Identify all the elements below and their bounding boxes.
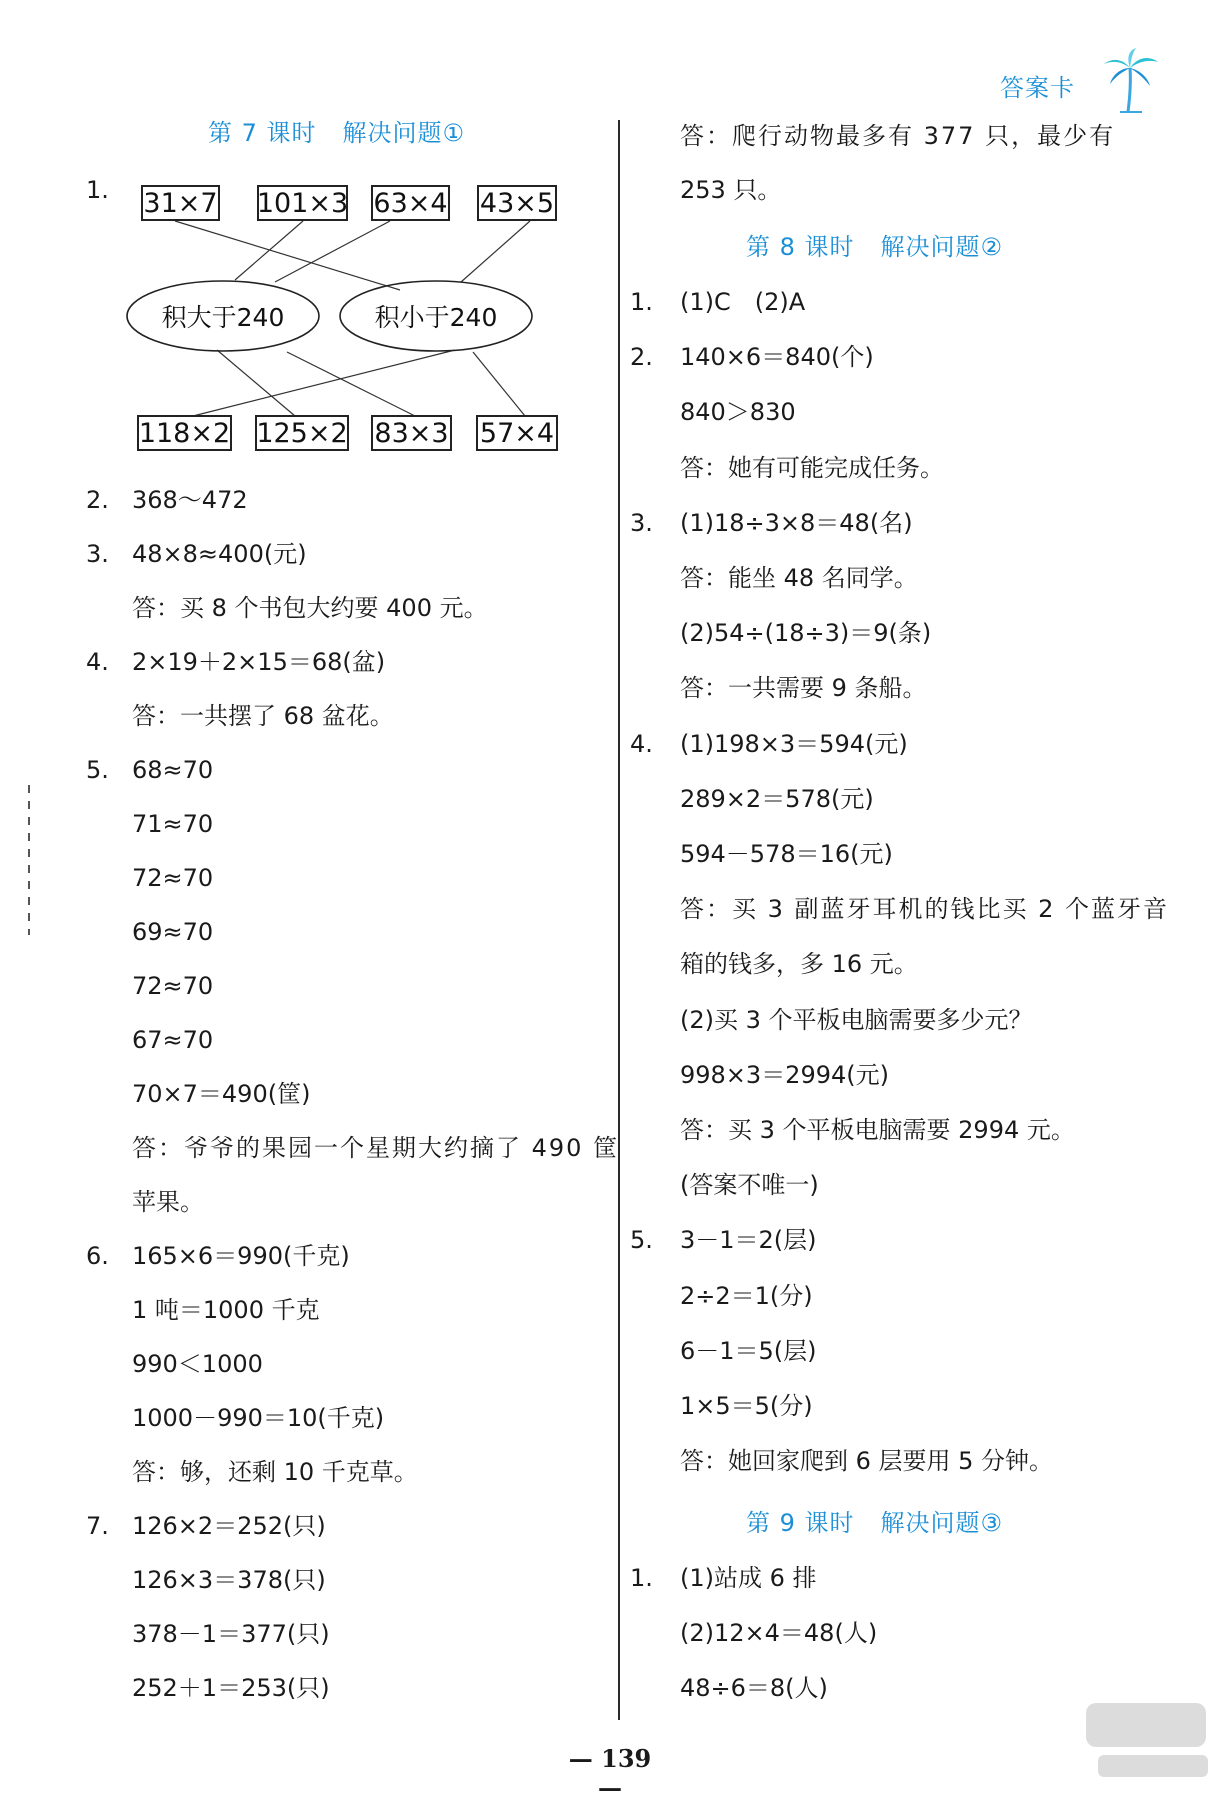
answer-line: 6－1＝5(层) bbox=[680, 1336, 817, 1365]
answer-line: (2)买 3 个平板电脑需要多少元？ bbox=[680, 1005, 1033, 1034]
column-divider bbox=[618, 120, 620, 1720]
lesson-9-title: 第 9 课时 bbox=[746, 1509, 855, 1537]
answer-line: 答：她有可能完成任务。 bbox=[680, 453, 944, 482]
answer-line: 答：能坐 48 名同学。 bbox=[680, 564, 918, 592]
answer-line: 答：爷爷的果园一个星期大约摘了 490 筐 bbox=[132, 1134, 620, 1162]
answer-line: 答：一共摆了 68 盆花。 bbox=[132, 702, 394, 730]
item-number: 6. bbox=[86, 1242, 109, 1270]
answer-line: 72≈70 bbox=[132, 972, 214, 1000]
answer-line: 2÷2＝1(分) bbox=[680, 1281, 813, 1310]
answer-line: (1)198×3＝594(元) bbox=[680, 729, 908, 758]
answer-line: 48÷6＝8(人) bbox=[680, 1674, 828, 1702]
item-number: 1. bbox=[630, 1564, 653, 1592]
lesson-7-title: 第 7 课时 bbox=[208, 119, 317, 147]
item-number: 3. bbox=[630, 508, 653, 537]
answer-line: 答：一共需要 9 条船。 bbox=[680, 674, 927, 703]
top-boxes bbox=[142, 186, 556, 220]
lesson-8-heading bbox=[746, 232, 1003, 262]
bottom-box-label: 125×2 bbox=[256, 418, 348, 449]
lesson-7-heading bbox=[208, 118, 465, 148]
item-number: 2. bbox=[630, 343, 653, 372]
answer-line: 答：爬行动物最多有 377 只，最少有 bbox=[680, 122, 1116, 150]
lesson-9-subtitle: 解决问题③ bbox=[880, 1509, 1004, 1537]
watermark-logo bbox=[1080, 1685, 1220, 1785]
item-number: 5. bbox=[630, 1226, 653, 1255]
item-number: 7. bbox=[86, 1512, 109, 1540]
item-number: 3. bbox=[86, 540, 109, 568]
top-box-label: 43×5 bbox=[479, 188, 555, 219]
answer-line: 答：她回家爬到 6 层要用 5 分钟。 bbox=[680, 1447, 1054, 1476]
answer-line: 252＋1＝253(只) bbox=[132, 1674, 330, 1702]
answer-line: (1)18÷3×8＝48(名) bbox=[680, 508, 913, 537]
item-number: 5. bbox=[86, 756, 109, 784]
lesson-8-subtitle: 解决问题② bbox=[880, 233, 1004, 261]
answer-line: 72≈70 bbox=[132, 864, 214, 892]
oval-less-label: 积小于240 bbox=[374, 303, 498, 332]
answer-line: 69≈70 bbox=[132, 918, 214, 946]
answer-line: 253 只。 bbox=[680, 176, 782, 204]
answer-line: 594－578＝16(元) bbox=[680, 840, 893, 868]
answer-line: 苹果。 bbox=[132, 1188, 204, 1216]
answer-line: 3－1＝2(层) bbox=[680, 1226, 817, 1255]
answer-line: 答：够，还剩 10 千克草。 bbox=[132, 1458, 418, 1486]
answer-line: 2×19＋2×15＝68(盆) bbox=[132, 648, 386, 676]
answer-line: 1×5＝5(分) bbox=[680, 1392, 813, 1420]
answer-line: 1000－990＝10(千克) bbox=[132, 1404, 385, 1432]
palm-tree-icon bbox=[1100, 48, 1160, 114]
matching-diagram bbox=[125, 178, 575, 468]
answer-line: 48×8≈400(元) bbox=[132, 540, 307, 568]
cut-marks bbox=[28, 785, 30, 935]
answer-line: (2)54÷(18÷3)＝9(条) bbox=[680, 619, 932, 648]
answer-line: 126×2＝252(只) bbox=[132, 1512, 326, 1540]
lesson-9-heading bbox=[746, 1508, 1003, 1538]
answer-line: (1)站成 6 排 bbox=[680, 1564, 817, 1592]
answer-line: (1)C (2)A bbox=[680, 288, 806, 316]
item-number: 4. bbox=[86, 648, 109, 676]
answer-line: 140×6＝840(个) bbox=[680, 343, 874, 372]
top-box-label: 63×4 bbox=[373, 188, 448, 219]
ovals bbox=[127, 281, 532, 351]
answer-line: 998×3＝2994(元) bbox=[680, 1060, 889, 1089]
answer-line: 71≈70 bbox=[132, 810, 214, 838]
answer-line: 67≈70 bbox=[132, 1026, 214, 1054]
bottom-boxes bbox=[138, 416, 557, 450]
oval-greater-label: 积大于240 bbox=[161, 303, 285, 332]
answer-line: 126×3＝378(只) bbox=[132, 1566, 326, 1594]
answer-line: 368～472 bbox=[132, 486, 248, 514]
bottom-box-label: 83×3 bbox=[374, 418, 449, 449]
item-number: 2. bbox=[86, 486, 109, 514]
answer-line: 840＞830 bbox=[680, 398, 796, 427]
answer-line: 答：买 3 副蓝牙耳机的钱比买 2 个蓝牙音 bbox=[680, 895, 1170, 924]
top-box-label: 101×3 bbox=[256, 188, 349, 219]
item-number: 4. bbox=[630, 729, 653, 758]
bottom-box-label: 118×2 bbox=[138, 418, 231, 449]
answer-line: 答：买 3 个平板电脑需要 2994 元。 bbox=[680, 1116, 1075, 1144]
answer-line: 1 吨＝1000 千克 bbox=[132, 1296, 320, 1324]
answer-line: 990＜1000 bbox=[132, 1350, 263, 1378]
answer-line: 68≈70 bbox=[132, 756, 214, 784]
answer-line: 165×6＝990(千克) bbox=[132, 1242, 350, 1270]
bottom-box-label: 57×4 bbox=[479, 418, 555, 449]
answer-line: 378－1＝377(只) bbox=[132, 1620, 330, 1648]
brand-label: 答案卡 bbox=[1000, 74, 1075, 102]
answer-line: 箱的钱多，多 16 元。 bbox=[680, 950, 918, 979]
answer-line: 70×7＝490(筐) bbox=[132, 1080, 311, 1108]
answer-line: (答案不唯一) bbox=[680, 1171, 819, 1200]
top-box-label: 31×7 bbox=[143, 188, 218, 219]
lesson-8-title: 第 8 课时 bbox=[746, 233, 855, 261]
answer-line: (2)12×4＝48(人) bbox=[680, 1619, 878, 1647]
answer-line: 答：买 8 个书包大约要 400 元。 bbox=[132, 594, 488, 622]
page-number: — 139 — bbox=[568, 1744, 652, 1802]
item-number: 1. bbox=[630, 288, 653, 316]
lesson-7-subtitle: 解决问题① bbox=[342, 119, 466, 147]
q1-number: 1. bbox=[86, 176, 109, 204]
answer-line: 289×2＝578(元) bbox=[680, 784, 874, 813]
